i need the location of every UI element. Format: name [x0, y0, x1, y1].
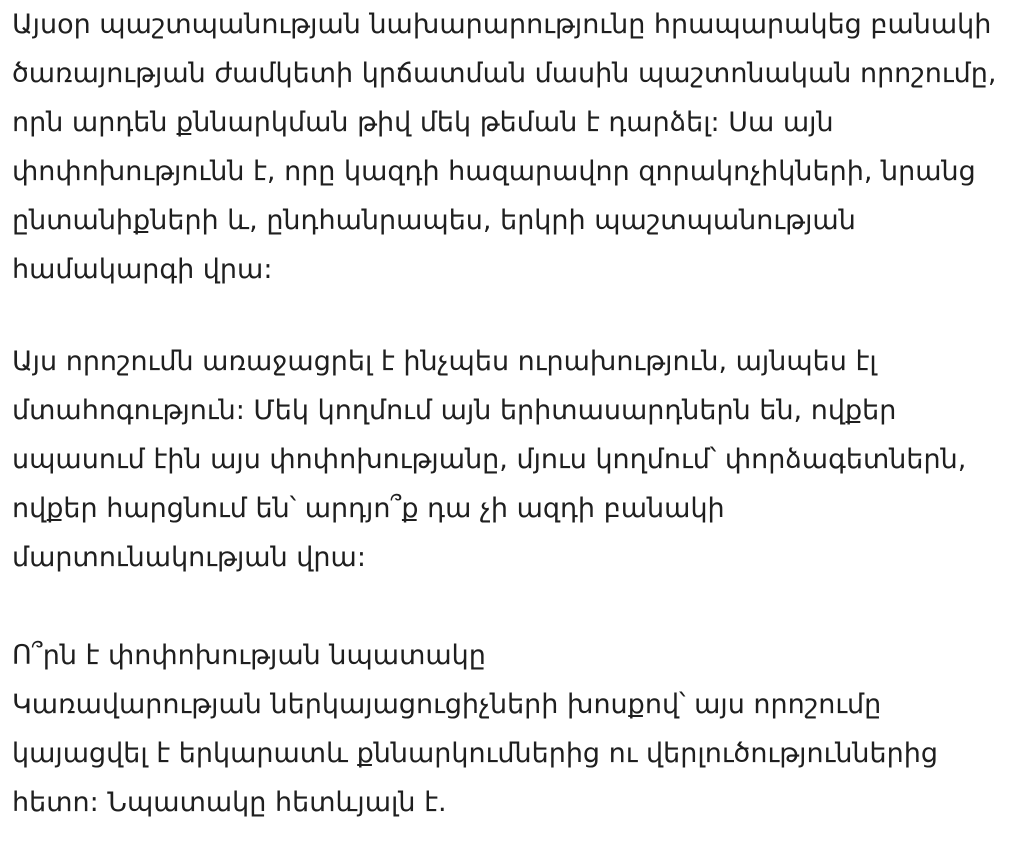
- paragraph-line: ընտանիքների և, ընդհանրապես, երկրի պաշտպանության: [12, 205, 856, 236]
- section-heading: Ո՞րն է փոփոխության նպատակը: [12, 640, 486, 671]
- section-line: հետո: Նպատակը հետևյալն է.: [12, 787, 447, 818]
- paragraph-line: Այսօր պաշտպանության նախարարությունը հրապարակեց բանակի: [12, 9, 992, 40]
- paragraph-line: Այս որոշումն առաջացրել է ինչպես ուրախություն, այնպես էլ: [12, 346, 877, 377]
- paragraph-line: որն արդեն քննարկման թիվ մեկ թեման է դարձել: Սա այն: [12, 107, 834, 138]
- paragraph-line: սպասում էին այս փոփոխությանը, մյուս կողմում՝ փորձագետներն,: [12, 444, 967, 475]
- section-purpose: [12, 631, 938, 827]
- section-line: Կառավարության ներկայացուցիչների խոսքով՝ այս որոշումը: [12, 689, 882, 720]
- paragraph-line: ովքեր հարցնում են՝ արդյո՞ք դա չի ազդի բանակի: [12, 493, 725, 524]
- paragraph-line: փոփոխությունն է, որը կազդի հազարավոր զորակոչիկների, նրանց: [12, 156, 976, 187]
- paragraph-1: [12, 0, 996, 294]
- paragraph-line: համակարգի վրա:: [12, 254, 273, 285]
- paragraph-2: [12, 337, 966, 582]
- paragraph-line: մարտունակության վրա:: [12, 542, 366, 573]
- section-line: կայացվել է երկարատև քննարկումներից ու վերլուծություններից: [12, 738, 938, 769]
- paragraph-line: մտահոգություն: Մեկ կողմում այն երիտասարդներն են, ովքեր: [12, 395, 897, 426]
- paragraph-line: ծառայության ժամկետի կրճատման մասին պաշտոնական որոշումը,: [12, 58, 997, 89]
